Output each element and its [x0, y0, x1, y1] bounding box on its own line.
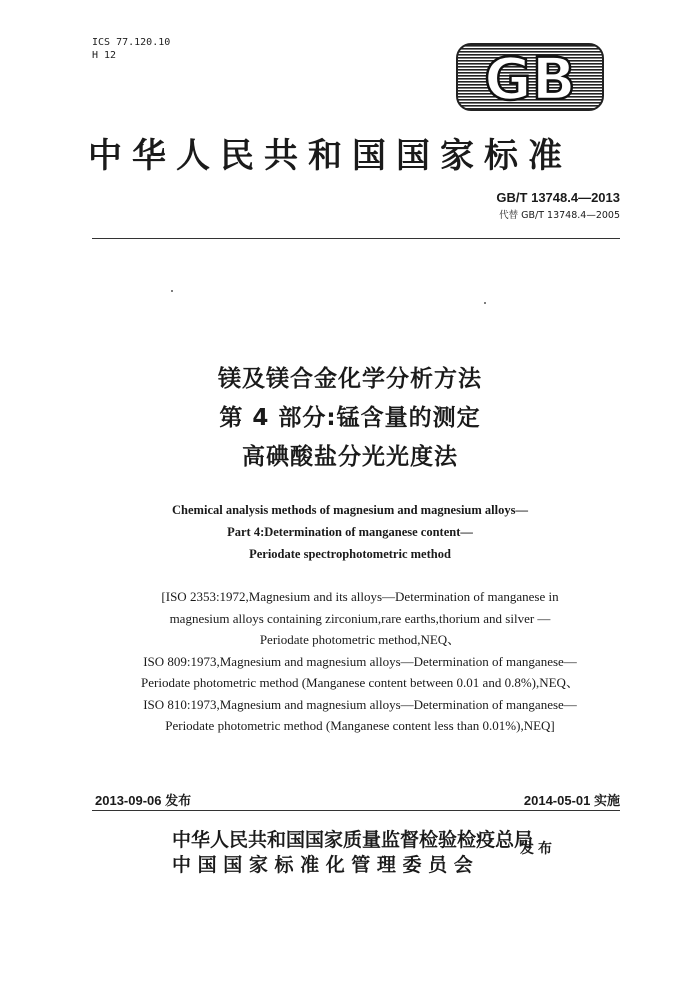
standard-number: GB/T 13748.4—2013 — [496, 190, 620, 205]
gb-logo-text: GB — [484, 45, 576, 112]
title-en-line3: Periodate spectrophotometric method — [249, 547, 451, 561]
iso-ref-line: Periodate photometric method,NEQ、 — [259, 632, 461, 647]
classification-codes — [92, 36, 170, 62]
footer-divider — [92, 810, 620, 811]
iso-ref-line: [ISO 2353:1972,Magnesium and its alloys—Determination of manganese in — [161, 589, 559, 604]
issuer-sac: 中 国 国 家 标 准 化 管 理 委 员 会 — [172, 854, 473, 876]
header-divider — [92, 238, 620, 239]
implementation-date: 2014-05-01 实施 — [523, 793, 620, 808]
iso-ref-line: Periodate photometric method (Manganese content between 0.01 and 0.8%),NEQ、 — [141, 675, 579, 690]
ccs-code: H 12 — [92, 50, 117, 61]
iso-ref-line: magnesium alloys containing zirconium,rare earths,thorium and silver — — [169, 610, 551, 626]
title-en-line1: Chemical analysis methods of magnesium and magnesium alloys— — [172, 503, 528, 517]
scan-speck — [484, 302, 486, 304]
iso-ref-line: Periodate photometric method (Manganese content less than 0.01%),NEQ] — [165, 718, 555, 733]
publish-label: 发布 — [520, 841, 556, 857]
gb-logo — [455, 42, 605, 112]
replaces-note: 代替 GB/T 13748.4—2005 — [499, 210, 620, 221]
title-en-line2: Part 4:Determination of manganese content— — [227, 525, 473, 539]
iso-ref-line: ISO 809:1973,Magnesium and magnesium alloys—Determination of manganese— — [143, 653, 577, 669]
title-cn-line2: 第 4 部分:锰含量的测定 — [219, 405, 481, 431]
issue-date: 2013-09-06 发布 — [95, 793, 192, 808]
issuer-aqsiq: 中华人民共和国国家质量监督检验检疫总局 — [172, 829, 534, 851]
iso-ref-line: ISO 810:1973,Magnesium and magnesium alloys—Determination of manganese— — [143, 696, 577, 712]
title-cn-line3: 高碘酸盐分光光度法 — [242, 444, 458, 470]
iso-reference-block — [60, 586, 660, 737]
national-standard-title: 中华人民共和国国家标准 — [88, 136, 572, 176]
title-cn-line1: 镁及镁合金化学分析方法 — [218, 366, 482, 392]
ics-code: ICS 77.120.10 — [92, 37, 171, 48]
scan-speck — [171, 290, 173, 292]
